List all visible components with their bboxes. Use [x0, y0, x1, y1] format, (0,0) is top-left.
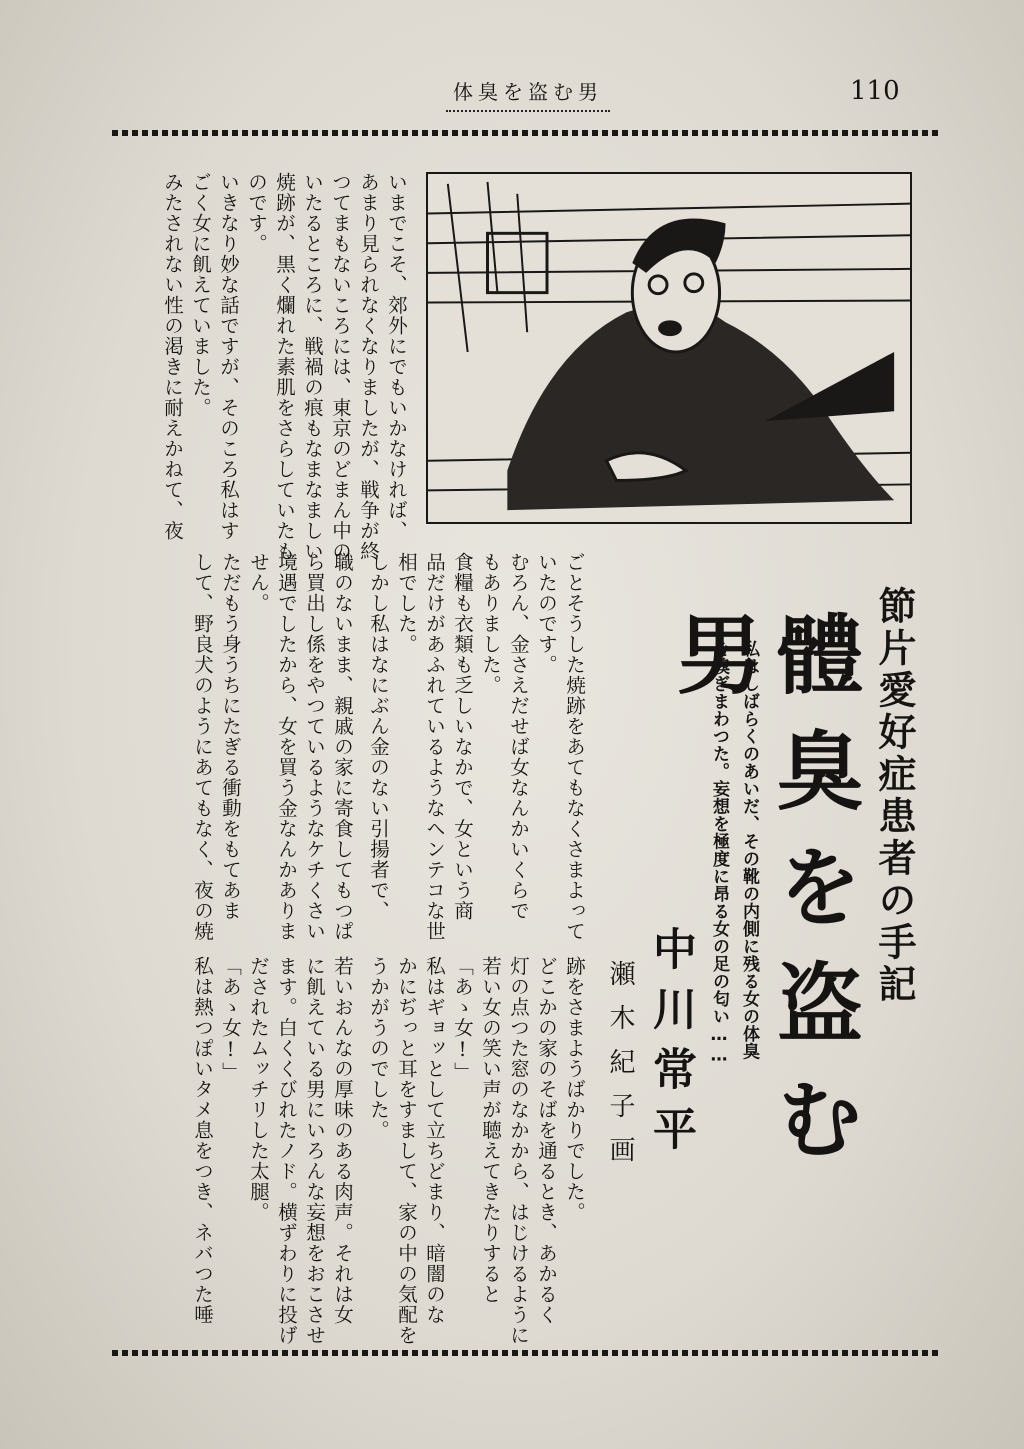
- crouching-man-illustration: [426, 172, 912, 524]
- text-line: 職のないまま、親戚の家に寄食してもつぱ: [331, 552, 354, 942]
- body-text-block: [352, 956, 588, 1346]
- text-line: かにぢっと耳をすまして、家の中の気配を: [395, 956, 418, 1346]
- text-line: 若い女の笑い声が聴えてきたりすると: [479, 956, 502, 1305]
- text-line: ただもう身うちにたぎる衝動をもてあま: [219, 552, 242, 921]
- text-line: 私はギョッとして立ちどまり、暗闇のな: [423, 956, 446, 1325]
- text-line: せん。: [247, 552, 270, 614]
- bottom-dotted-rule: [112, 1350, 942, 1356]
- upper-body-text: [128, 172, 410, 562]
- text-line: 「あゝ女!」: [451, 956, 474, 1083]
- text-line: うかがうのでした。: [367, 956, 390, 1141]
- text-line: だされたムッチリした太腿。: [247, 956, 270, 1223]
- text-line: 品だけがあふれているようなヘンテコな世: [423, 552, 446, 942]
- text-line: 「あゝ女!」: [219, 956, 242, 1083]
- text-line: むろん、金さえだせば女なんかいくらで: [507, 552, 530, 921]
- illustrator-credit: 瀬木紀子画: [605, 960, 635, 1180]
- text-line: 食糧も衣類も乏しいなかで、女という商: [451, 552, 474, 921]
- text-line: 跡をさまようばかりでした。: [563, 956, 586, 1223]
- text-line: いまでこそ、郊外にでもいかなければ、: [385, 172, 408, 541]
- page-number: 110: [850, 76, 900, 106]
- body-text-block: [120, 552, 356, 956]
- text-line: いたのです。: [535, 552, 558, 675]
- text-line: どこかの家のそばを通るとき、あかるく: [535, 956, 558, 1325]
- text-line: しかし私はなにぶん金のない引揚者で、: [367, 552, 390, 921]
- text-line: 相でした。: [395, 552, 418, 655]
- illustration-drawing: [428, 174, 910, 522]
- text-line: つてまもないころには、東京のどまん中の: [329, 172, 352, 562]
- text-line: みたされない性の渇きに耐えかねて、夜: [161, 172, 184, 541]
- text-line: いきなり妙な話ですが、そのころ私はす: [217, 172, 240, 541]
- top-dotted-rule: [112, 130, 942, 136]
- text-line: 私は熱つぽいタメ息をつき、ネバつた唾: [191, 956, 214, 1325]
- lead-line: を嗅ぎまわつた。妄想を極度に昂る女の足の匂い……: [709, 640, 729, 1066]
- series-label: 節片愛好症患者の手記: [872, 586, 916, 1006]
- text-line: のです。: [245, 172, 268, 254]
- article-lead: [694, 640, 764, 1160]
- text-line: ごく女に飢えていました。: [189, 172, 212, 418]
- body-text-block: [352, 552, 588, 956]
- text-line: ます。白くくびれたノド。横ずわりに投げ: [275, 956, 298, 1346]
- lead-line: 私はしばらくのあいだ、その靴の内側に残る女の体臭: [739, 640, 759, 1060]
- body-text-block: [120, 956, 356, 1346]
- text-line: 焼跡が、黒く爛れた素肌をさらしていたも: [273, 172, 296, 562]
- text-line: ごとそうした焼跡をあてもなくさまよって: [563, 552, 586, 942]
- text-line: に飢えている男にいろんな妄想をおこさせ: [303, 956, 326, 1346]
- text-line: もありました。: [479, 552, 502, 696]
- text-line: して、野良犬のようにあてもなく、夜の焼: [191, 552, 214, 942]
- author-name: 中川常平: [645, 926, 696, 1166]
- text-line: あまり見られなくなりましたが、戦争が終: [357, 172, 380, 562]
- article-title: 體臭を盗む男: [662, 610, 862, 1190]
- text-line: 灯の点つた窓のなかから、はじけるように: [507, 956, 530, 1346]
- text-line: 境遇でしたから、女を買う金なんかありま: [275, 552, 298, 942]
- text-line: いたるところに、戦禍の痕もなまなましい: [301, 172, 324, 562]
- text-line: 若いおんなの厚味のある肉声。それは女: [331, 956, 354, 1325]
- text-line: ら買出し係をやつているようなケチくさい: [303, 552, 326, 942]
- running-head: 体臭を盗む男: [446, 76, 610, 112]
